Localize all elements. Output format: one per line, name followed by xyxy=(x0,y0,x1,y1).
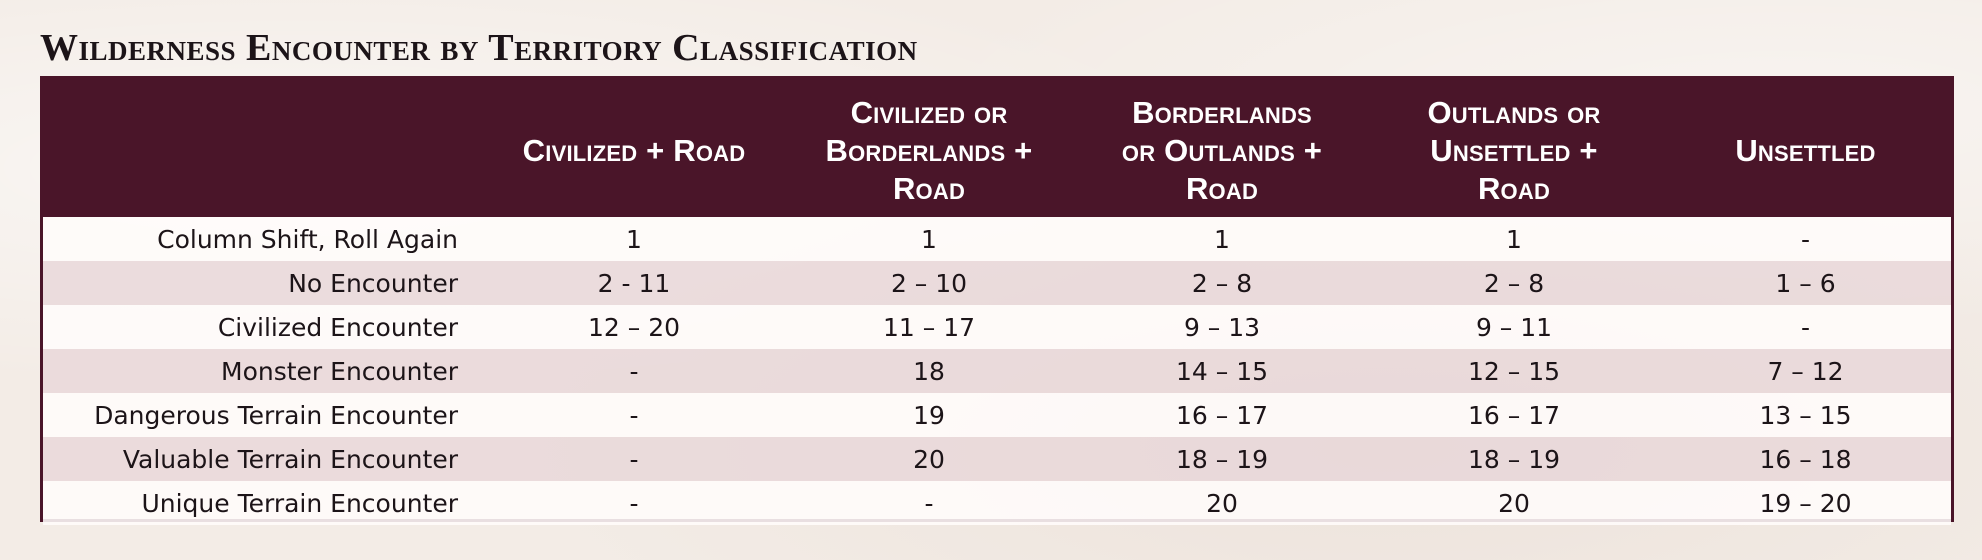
table-cell: - xyxy=(486,393,782,437)
encounter-table-frame xyxy=(40,76,1954,522)
header-cell-blank xyxy=(43,79,486,217)
table-cell: 7 – 12 xyxy=(1660,349,1951,393)
header-outlands-or-unsettled-road xyxy=(1368,79,1660,217)
table-cell: 2 – 8 xyxy=(1368,261,1660,305)
table-row xyxy=(43,393,1951,437)
table-row xyxy=(43,481,1951,525)
table-cell: 20 xyxy=(1368,481,1660,525)
table-cell: 1 xyxy=(782,217,1076,261)
row-label: Valuable Terrain Encounter xyxy=(43,437,486,481)
table-cell: 16 – 17 xyxy=(1076,393,1368,437)
table-cell: - xyxy=(1660,217,1951,261)
table-cell: 12 – 15 xyxy=(1368,349,1660,393)
table-cell: - xyxy=(782,481,1076,525)
header-row xyxy=(43,79,1951,217)
header-line: Road xyxy=(1477,171,1551,206)
table-cell: 1 xyxy=(1368,217,1660,261)
table-cell: 9 – 11 xyxy=(1368,305,1660,349)
table-cell: 16 – 17 xyxy=(1368,393,1660,437)
table-cell: 20 xyxy=(782,437,1076,481)
table-cell: 12 – 20 xyxy=(486,305,782,349)
table-row xyxy=(43,217,1951,261)
table-cell: 18 xyxy=(782,349,1076,393)
header-line: Civilized or xyxy=(850,95,1008,130)
header-civilized-or-borderlands-road xyxy=(782,79,1076,217)
table-header xyxy=(43,79,1951,217)
header-line: Outlands or xyxy=(1427,95,1601,130)
table-row xyxy=(43,349,1951,393)
table-cell: 2 – 10 xyxy=(782,261,1076,305)
header-line: Unsettled xyxy=(1735,133,1876,168)
row-label: Column Shift, Roll Again xyxy=(43,217,486,261)
table-cell: - xyxy=(486,481,782,525)
table-cell: 13 – 15 xyxy=(1660,393,1951,437)
row-label: Monster Encounter xyxy=(43,349,486,393)
table-cell: 20 xyxy=(1076,481,1368,525)
table-cell: 19 – 20 xyxy=(1660,481,1951,525)
encounter-table xyxy=(43,79,1951,525)
header-unsettled xyxy=(1660,79,1951,217)
table-row xyxy=(43,261,1951,305)
table-cell: 11 – 17 xyxy=(782,305,1076,349)
header-civilized-road xyxy=(486,79,782,217)
header-line: or Outlands + xyxy=(1121,133,1323,168)
row-label: Civilized Encounter xyxy=(43,305,486,349)
table-cell: - xyxy=(486,349,782,393)
header-line: Unsettled + xyxy=(1430,133,1598,168)
row-label: Unique Terrain Encounter xyxy=(43,481,486,525)
header-line: Road xyxy=(1185,171,1259,206)
row-label: Dangerous Terrain Encounter xyxy=(43,393,486,437)
table-cell: 14 – 15 xyxy=(1076,349,1368,393)
table-body xyxy=(43,217,1951,525)
table-cell: 1 xyxy=(1076,217,1368,261)
table-row xyxy=(43,437,1951,481)
header-line: Borderlands xyxy=(1132,95,1312,130)
header-line: Borderlands + xyxy=(825,133,1033,168)
table-cell: 9 – 13 xyxy=(1076,305,1368,349)
header-line: Civilized + Road xyxy=(522,133,746,168)
table-cell: 19 xyxy=(782,393,1076,437)
table-cell: 16 – 18 xyxy=(1660,437,1951,481)
table-title: Wilderness Encounter by Territory Classification xyxy=(40,27,918,69)
header-borderlands-or-outlands-road xyxy=(1076,79,1368,217)
table-cell: 18 – 19 xyxy=(1076,437,1368,481)
table-cell: - xyxy=(486,437,782,481)
row-label: No Encounter xyxy=(43,261,486,305)
table-cell: - xyxy=(1660,305,1951,349)
table-cell: 1 – 6 xyxy=(1660,261,1951,305)
table-row xyxy=(43,305,1951,349)
table-cell: 1 xyxy=(486,217,782,261)
table-cell: 2 - 11 xyxy=(486,261,782,305)
header-line: Road xyxy=(892,171,966,206)
table-cell: 18 – 19 xyxy=(1368,437,1660,481)
table-cell: 2 – 8 xyxy=(1076,261,1368,305)
